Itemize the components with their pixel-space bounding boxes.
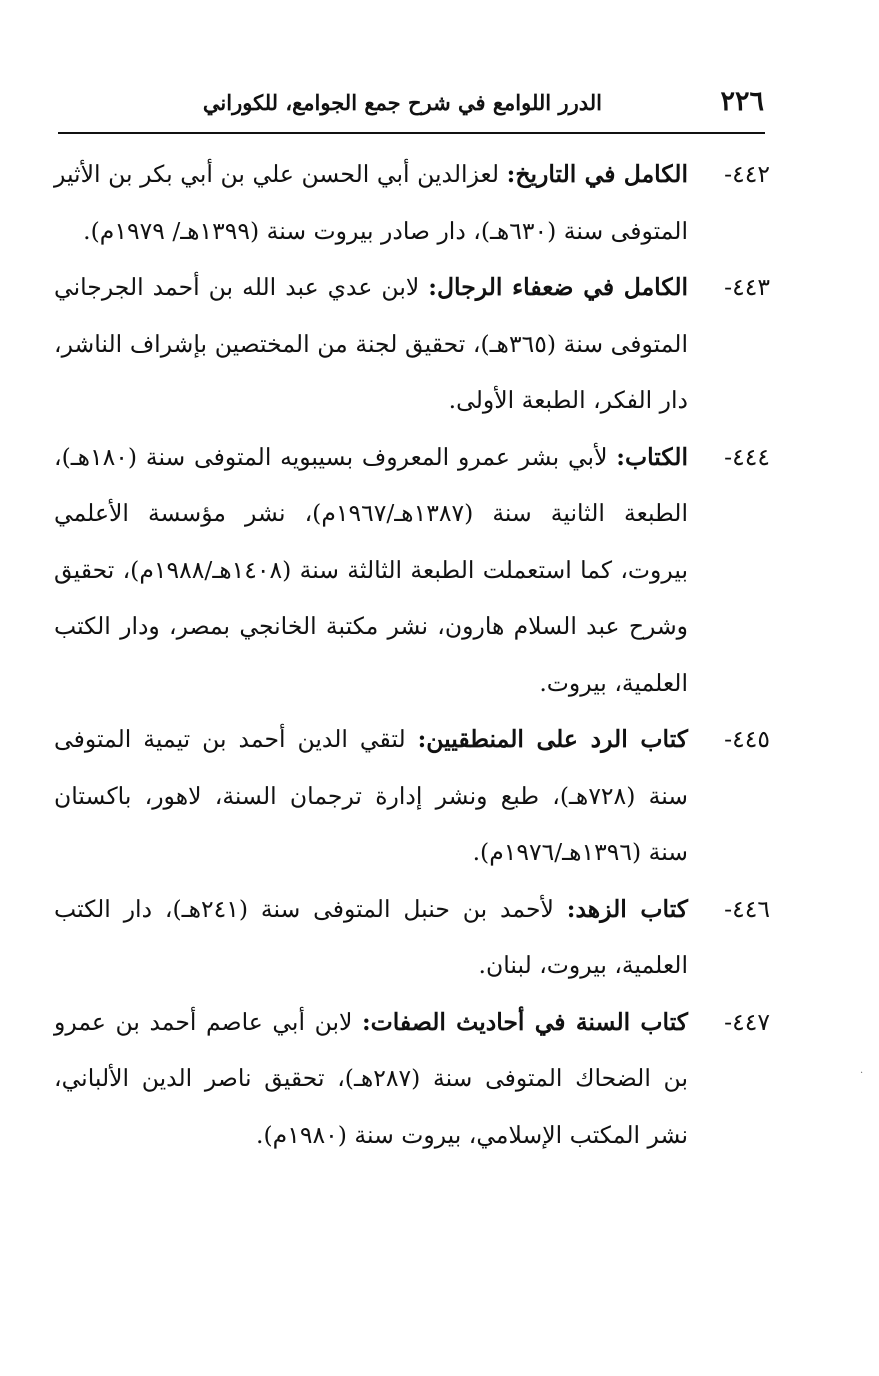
bibliography-entry xyxy=(54,711,770,881)
entry-title: الكامل في التاريخ: xyxy=(506,160,688,188)
page-number: ٢٢٦ xyxy=(720,86,764,117)
entry-text: لابن عدي عبد الله بن أحمد الجرجاني المتوفى سنة (٣٦٥هـ)، تحقيق لجنة من المختصين بإشراف الناشر، دار الفكر، الطبعة الأولى. xyxy=(54,273,688,414)
bibliography-entry xyxy=(54,994,770,1164)
entry-title: الكتاب: xyxy=(616,442,688,471)
entry-number: ٤٤٧- xyxy=(724,1007,770,1036)
entry-text: لعزالدين أبي الحسن علي بن أبي بكر بن الأثير المتوفى سنة (٦٣٠هـ)، دار صادر بيروت سنة (١٣٩٩هـ/ ١٩٧٩م). xyxy=(54,160,688,245)
scan-speck: · xyxy=(860,1068,864,1079)
running-header xyxy=(202,86,766,126)
bibliography-entry xyxy=(54,881,770,994)
entry-number: ٤٤٢- xyxy=(724,160,770,188)
entry-title: كتاب الزهد: xyxy=(566,894,688,923)
entry-number: ٤٤٦- xyxy=(724,894,770,923)
bibliography-entry xyxy=(54,429,770,712)
entry-number: ٤٤٤- xyxy=(724,442,770,471)
bibliography-entry xyxy=(54,259,770,429)
entry-text: لتقي الدين أحمد بن تيمية المتوفى سنة (٧٢٨هـ)، طبع ونشر إدارة ترجمان السنة، لاهور، باكستان سنة (١٣٩٦هـ/١٩٧٦م). xyxy=(54,725,688,866)
entry-number: ٤٤٣- xyxy=(724,273,770,301)
book-title: الدرر اللوامع في شرح جمع الجوامع، للكوراني xyxy=(202,90,602,115)
entry-text: لأحمد بن حنبل المتوفى سنة (٢٤١هـ)، دار الكتب العلمية، بيروت، لبنان. xyxy=(54,894,688,979)
entry-text: لابن أبي عاصم أحمد بن عمرو بن الضحاك المتوفى سنة (٢٨٧هـ)، تحقيق ناصر الدين الألباني، نشر المكتب الإسلامي، بيروت سنة (١٩٨٠م). xyxy=(54,1007,688,1149)
bibliography-entry xyxy=(54,146,770,259)
entry-title: كتاب الرد على المنطقيين: xyxy=(417,725,688,753)
entry-title: الكامل في ضعفاء الرجال: xyxy=(428,273,689,301)
entry-title: كتاب السنة في أحاديث الصفات: xyxy=(361,1007,688,1036)
entry-text: لأبي بشر عمرو المعروف بسيبويه المتوفى سنة (١٨٠هـ)، الطبعة الثانية سنة (١٣٨٧هـ/١٩٦٧م)، نشر مؤسسة الأعلمي بيروت، كما استعملت الطبعة الثالثة سنة (١٤٠٨هـ/١٩٨٨م)، تحقيق وشرح عبد السلام هارون، نشر مكتبة الخانجي بمصر، ودار الكتب العلمية، بيروت. xyxy=(54,442,688,697)
bibliography-list xyxy=(54,146,770,1163)
header-rule xyxy=(58,132,765,134)
entry-number: ٤٤٥- xyxy=(724,725,770,753)
